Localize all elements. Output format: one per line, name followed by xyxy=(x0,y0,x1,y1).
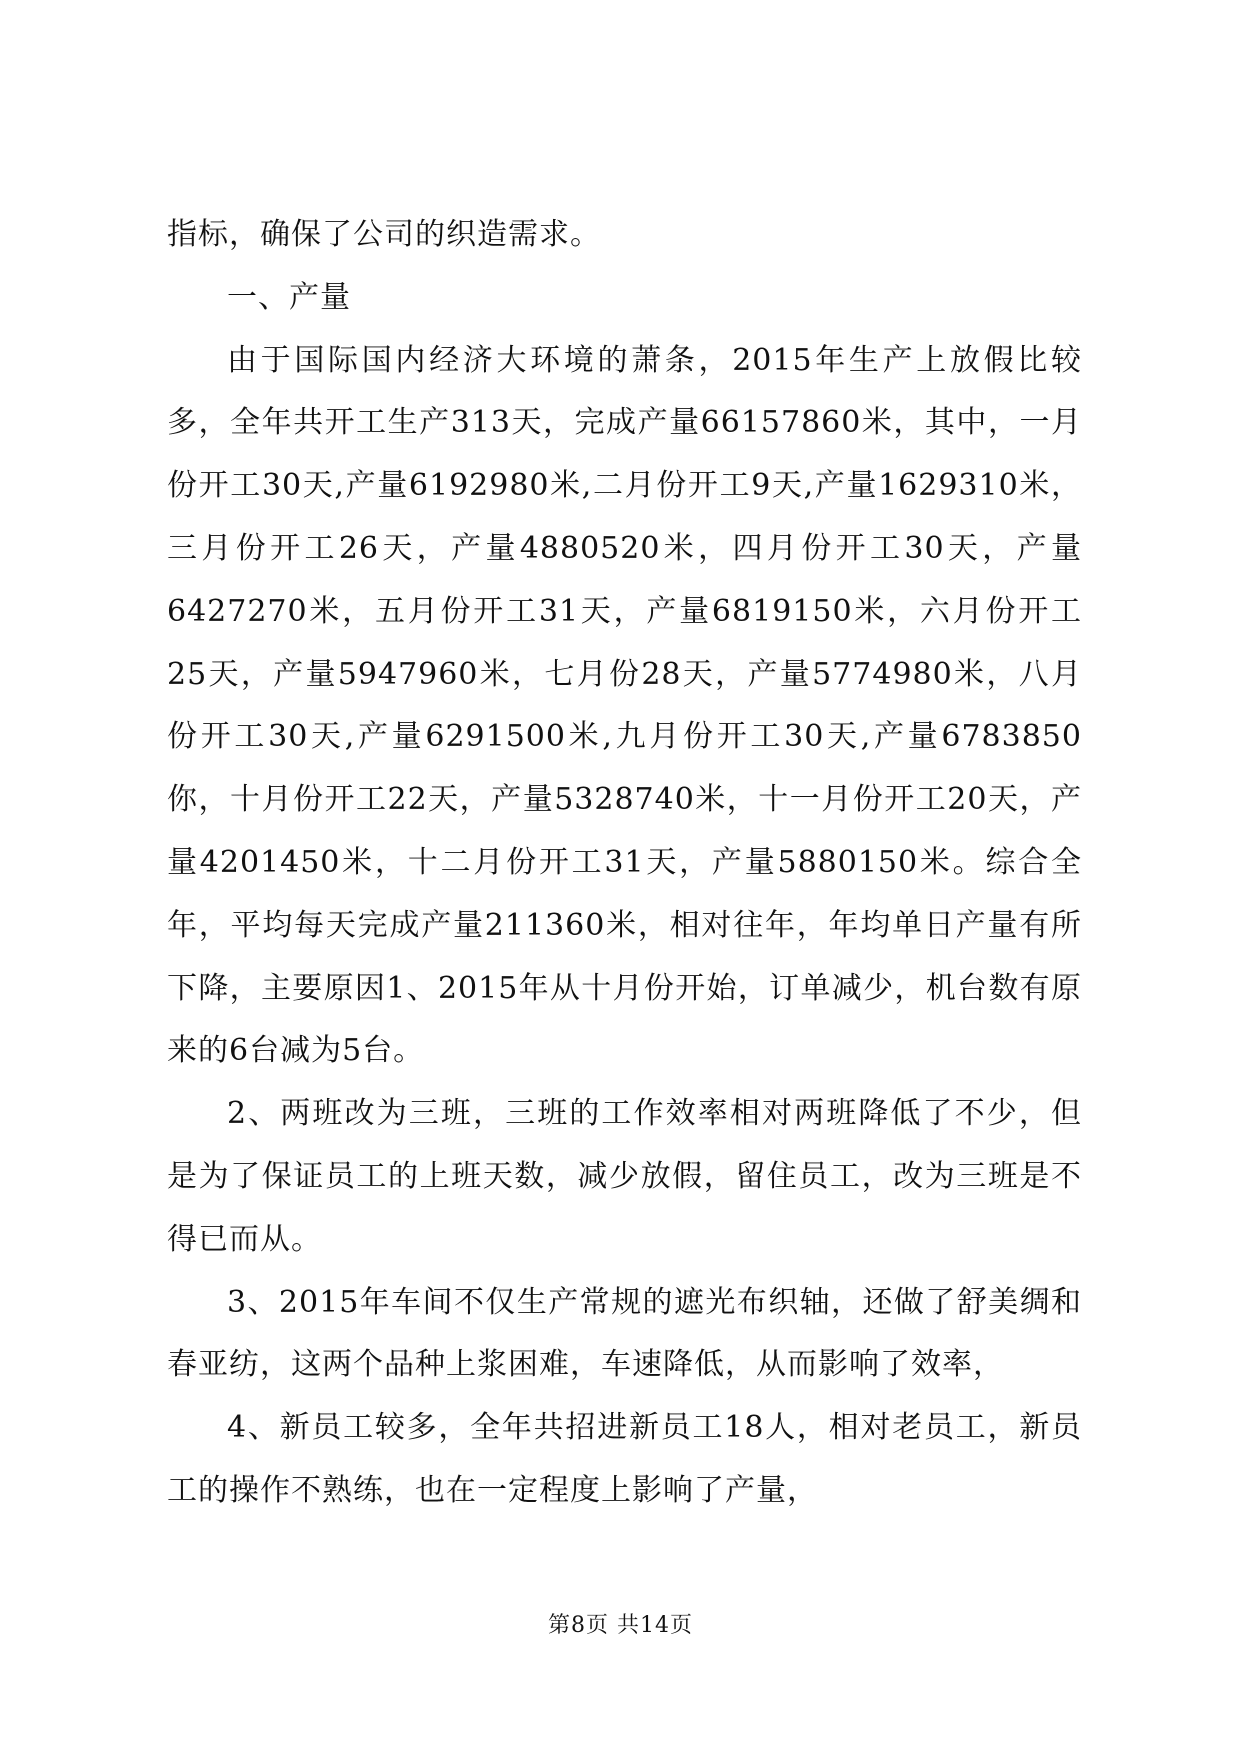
page-footer: 第8页 共14页 xyxy=(548,1613,693,1638)
section-heading-output: 一、产量 xyxy=(227,279,351,315)
body-text xyxy=(167,204,1082,1523)
paragraph-reason-3: 3、2015年车间不仅生产常规的遮光布织轴，还做了舒美绸和春亚纺，这两个品种上浆困难，车速降低，从而影响了效率， xyxy=(167,1284,1082,1383)
paragraph-output-details: 由于国际国内经济大环境的萧条，2015年生产上放假比较多，全年共开工生产313天，完成产量66157860米，其中，一月份开工30天,产量6192980米,二月份开工9天,产量1629310米，三月份开工26天，产量4880520米，四月份开工30天，产量6427270米，五月份开工31天，产量6819150米，六月份开工25天，产量5947960米，七月份28天，产量5774980米，八月份开工30天,产量6291500米,九月份开工30天,产量6783850你，十月份开工22天，产量5328740米，十一月份开工20天，产量4201450米，十二月份开工31天，产量5880150米。综合全年，平均每天完成产量211360米，相对往年，年均单日产量有所下降，主要原因1、2015年从十月份开始，订单减少，机台数有原来的6台减为5台。 xyxy=(167,342,1082,1069)
paragraph-reason-2: 2、两班改为三班，三班的工作效率相对两班降低了不少，但是为了保证员工的上班天数，减少放假，留住员工，改为三班是不得已而从。 xyxy=(167,1096,1082,1257)
paragraph-continued: 指标，确保了公司的织造需求。 xyxy=(167,217,601,252)
paragraph-reason-4: 4、新员工较多，全年共招进新员工18人，相对老员工，新员工的操作不熟练，也在一定程度上影响了产量， xyxy=(167,1410,1082,1508)
